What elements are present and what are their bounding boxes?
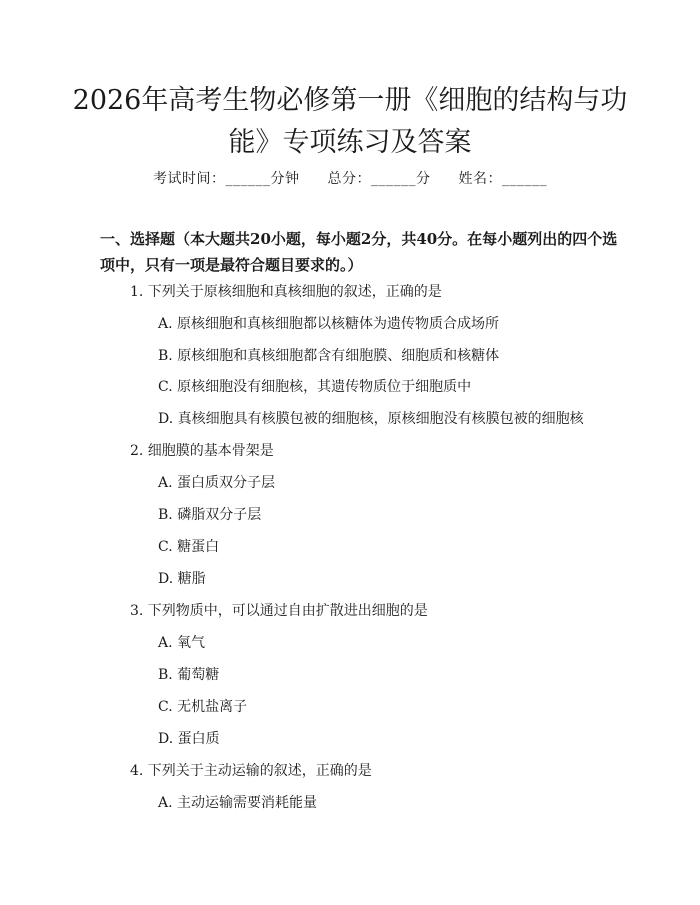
question-2-option-a: A. 蛋白质双分子层 bbox=[158, 475, 276, 491]
question-3-option-d: D. 蛋白质 bbox=[158, 731, 220, 747]
question-1-option-d: D. 真核细胞具有核膜包被的细胞核，原核细胞没有核膜包被的细胞核 bbox=[158, 411, 584, 427]
question-2-option-b: B. 磷脂双分子层 bbox=[158, 507, 262, 523]
exam-title: 2026年高考生物必修第一册《细胞的结构与功能》专项练习及答案 bbox=[72, 85, 628, 158]
section-heading: 一、选择题（本大题共20小题，每小题2分，共40分。在每小题列出的四个选项中，只有一项是最符合题目要求的。） bbox=[100, 230, 618, 274]
question-1-stem: 1. 下列关于原核细胞和真核细胞的叙述，正确的是 bbox=[130, 284, 442, 300]
exam-time-field: 考试时间：______分钟 bbox=[153, 171, 300, 187]
question-3-option-b: B. 葡萄糖 bbox=[158, 667, 220, 683]
question-1-option-c: C. 原核细胞没有细胞核，其遗传物质位于细胞质中 bbox=[158, 379, 472, 395]
question-2-stem: 2. 细胞膜的基本骨架是 bbox=[130, 443, 274, 459]
question-1-option-a: A. 原核细胞和真核细胞都以核糖体为遗传物质合成场所 bbox=[158, 316, 500, 332]
student-name-field: 姓名：______ bbox=[458, 171, 547, 187]
question-4-option-a: A. 主动运输需要消耗能量 bbox=[158, 795, 318, 811]
question-3-option-c: C. 无机盐离子 bbox=[158, 699, 248, 715]
question-3-option-a: A. 氧气 bbox=[158, 635, 206, 651]
question-4-stem: 4. 下列关于主动运输的叙述，正确的是 bbox=[130, 763, 372, 779]
question-1-option-b: B. 原核细胞和真核细胞都含有细胞膜、细胞质和核糖体 bbox=[158, 348, 500, 364]
question-3-stem: 3. 下列物质中，可以通过自由扩散进出细胞的是 bbox=[130, 603, 428, 619]
question-2-option-d: D. 糖脂 bbox=[158, 571, 206, 587]
question-2-option-c: C. 糖蛋白 bbox=[158, 539, 220, 555]
exam-meta bbox=[0, 168, 700, 188]
total-score-field: 总分：______分 bbox=[327, 171, 431, 187]
